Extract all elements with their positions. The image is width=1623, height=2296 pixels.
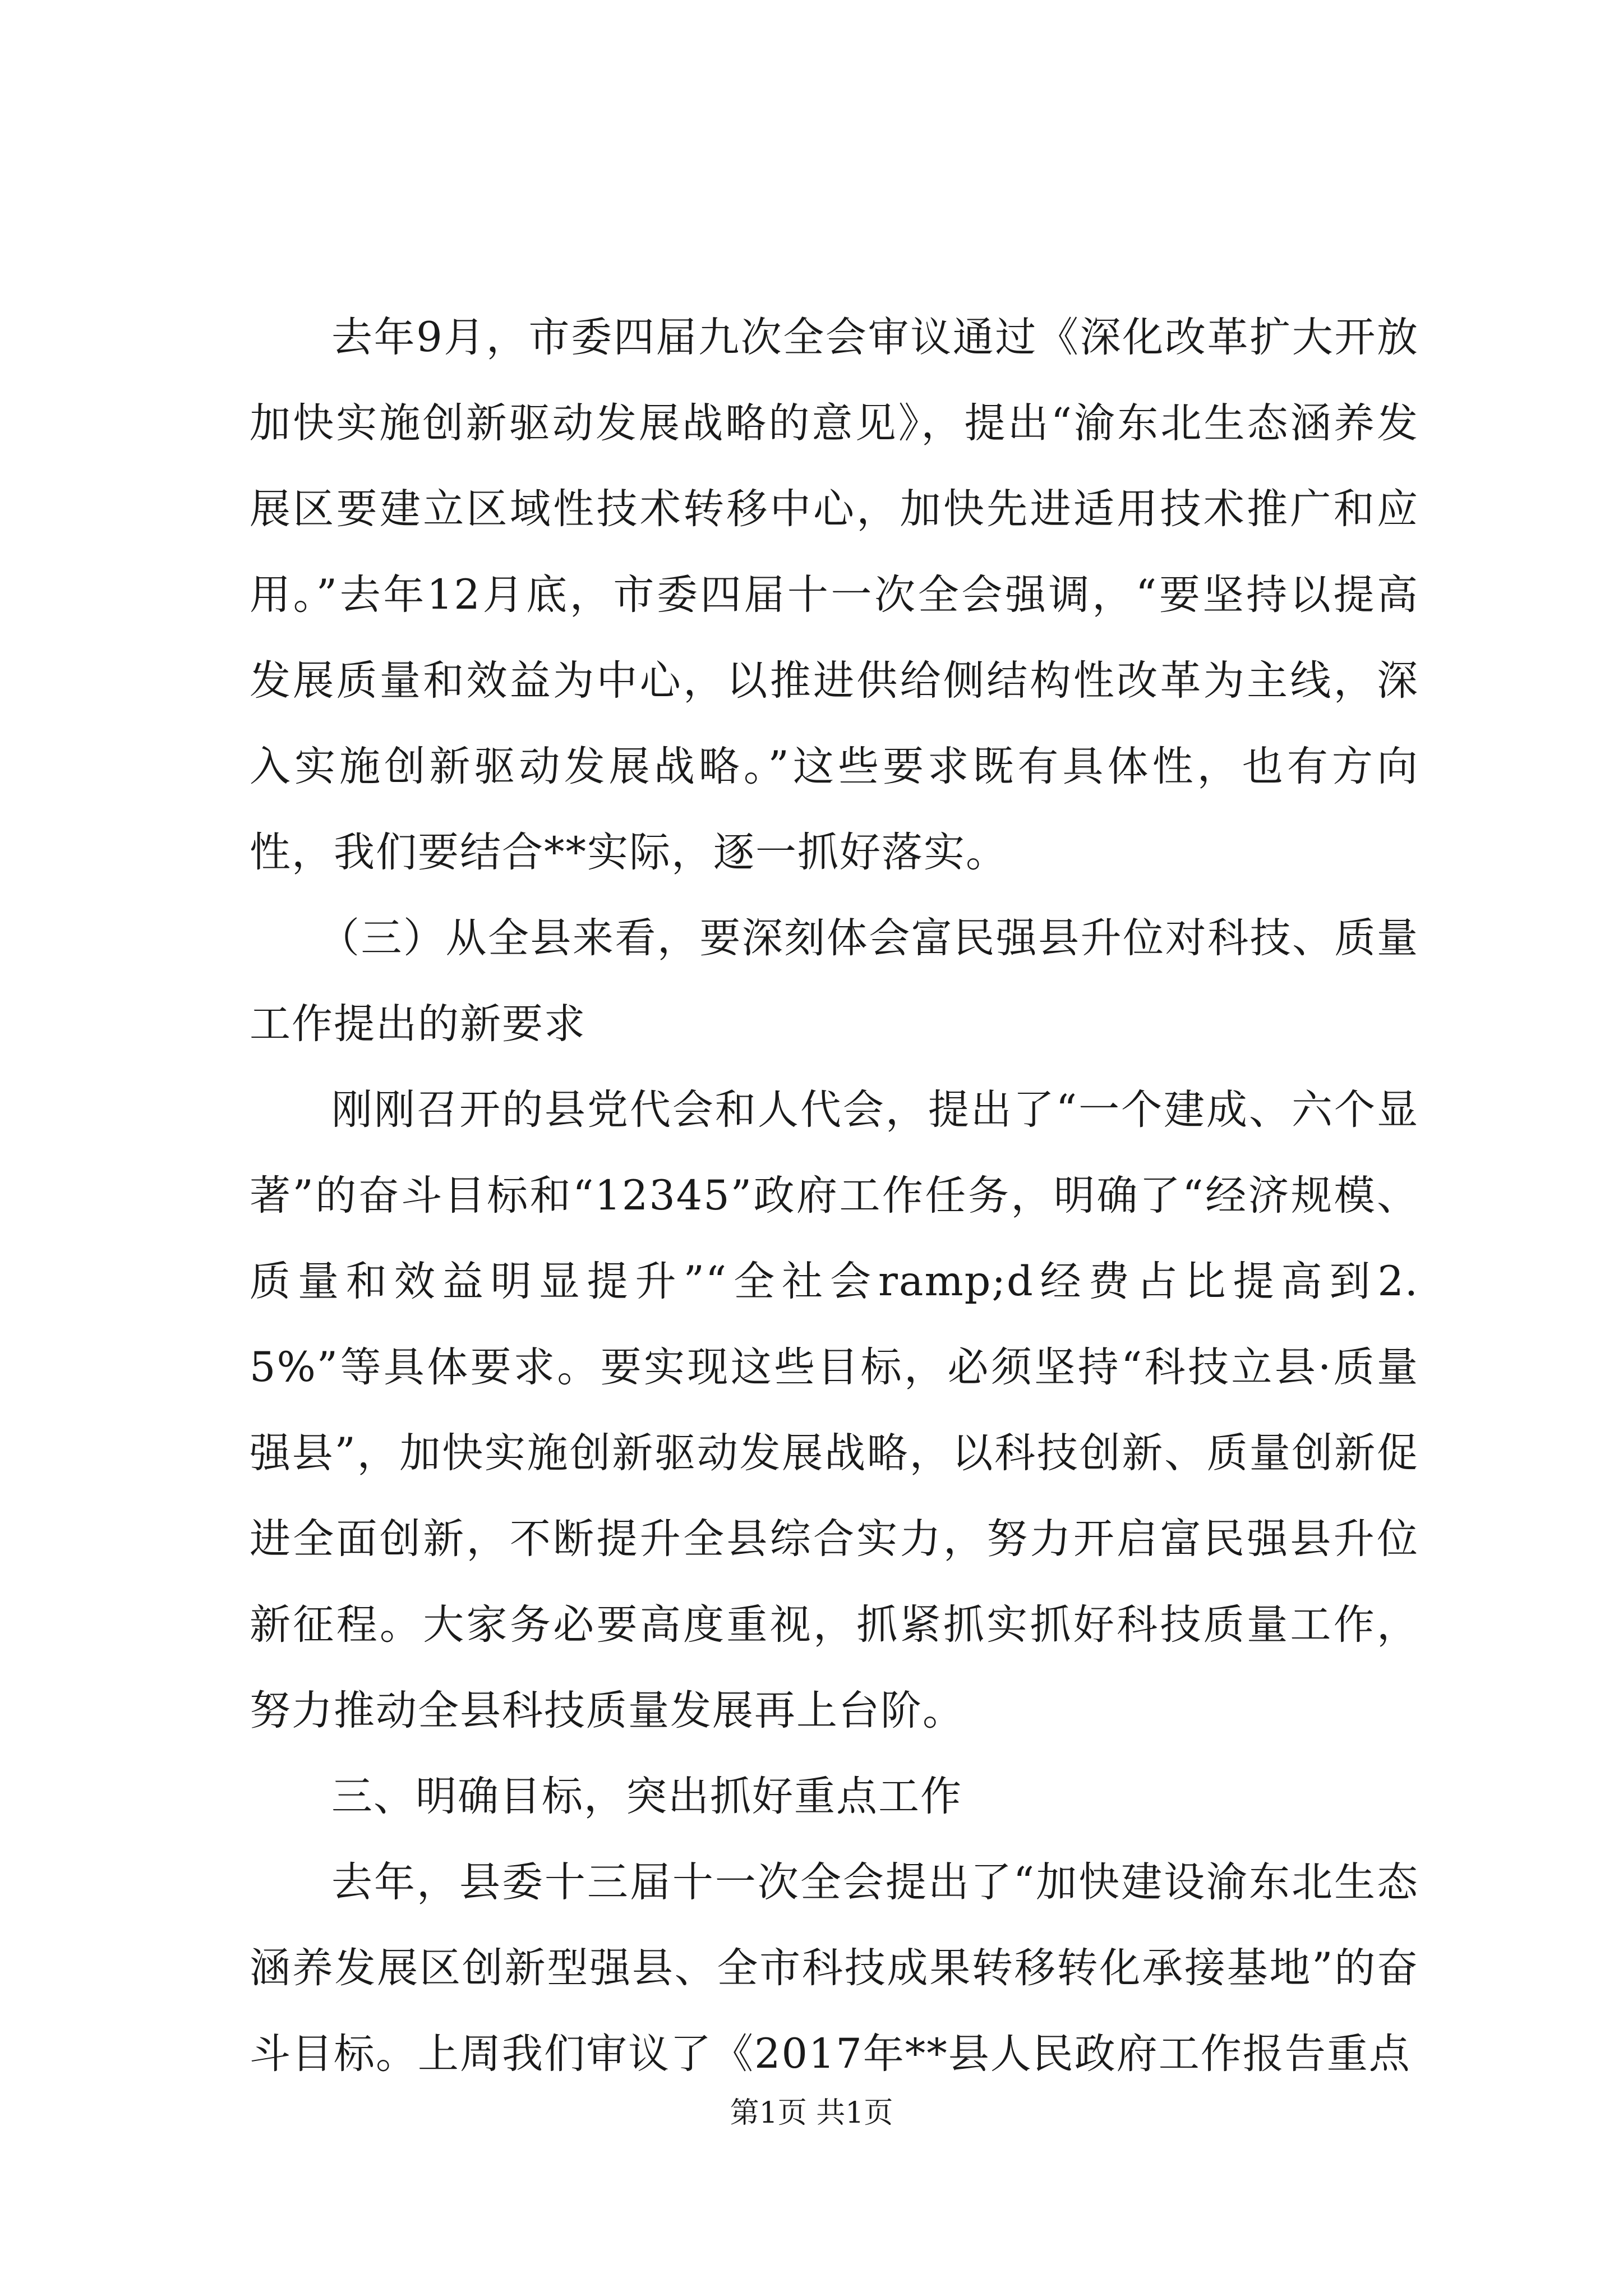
section-heading-county-requirements: （三）从全县来看，要深刻体会富民强县升位对科技、质量工作提出的新要求 — [250, 914, 1419, 1048]
section-heading-key-work: 三、明确目标，突出抓好重点工作 — [331, 1773, 962, 1820]
document-body — [250, 295, 1419, 2097]
paragraph-municipal-requirements: 去年9月，市委四届九次全会审议通过《深化改革扩大开放加快实施创新驱动发展战略的意见》，提出“渝东北生态涵养发展区要建立区域性技术转移中心，加快先进适用技术推广和应用。”去年12月底，市委四届十一次全会强调，“要坚持以提高发展质量和效益为中心，以推进供给侧结构性改革为主线，深入实施创新驱动发展战略。”这些要求既有具体性，也有方向性，我们要结合**实际，逐一抓好落实。 — [250, 314, 1419, 876]
paragraph-county-goals: 刚刚召开的县党代会和人代会，提出了“一个建成、六个显著”的奋斗目标和“12345”政府工作任务，明确了“经济规模、质量和效益明显提升”“全社会ramp;d经费占比提高到2.5%”等具体要求。要实现这些目标，必须坚持“科技立县·质量强县”，加快实施创新驱动发展战略，以科技创新、质量创新促进全面创新，不断提升全县综合实力，努力开启富民强县升位新征程。大家务必要高度重视，抓紧抓实抓好科技质量工作，努力推动全县科技质量发展再上台阶。 — [250, 1086, 1419, 1734]
page-number-footer: 第1页 共1页 — [730, 2096, 893, 2130]
paragraph-last-year-goals: 去年，县委十三届十一次全会提出了“加快建设渝东北生态涵养发展区创新型强县、全市科技成果转移转化承接基地”的奋斗目标。上周我们审议了《2017年**县人民政府工作报告重点 — [250, 1858, 1419, 2078]
